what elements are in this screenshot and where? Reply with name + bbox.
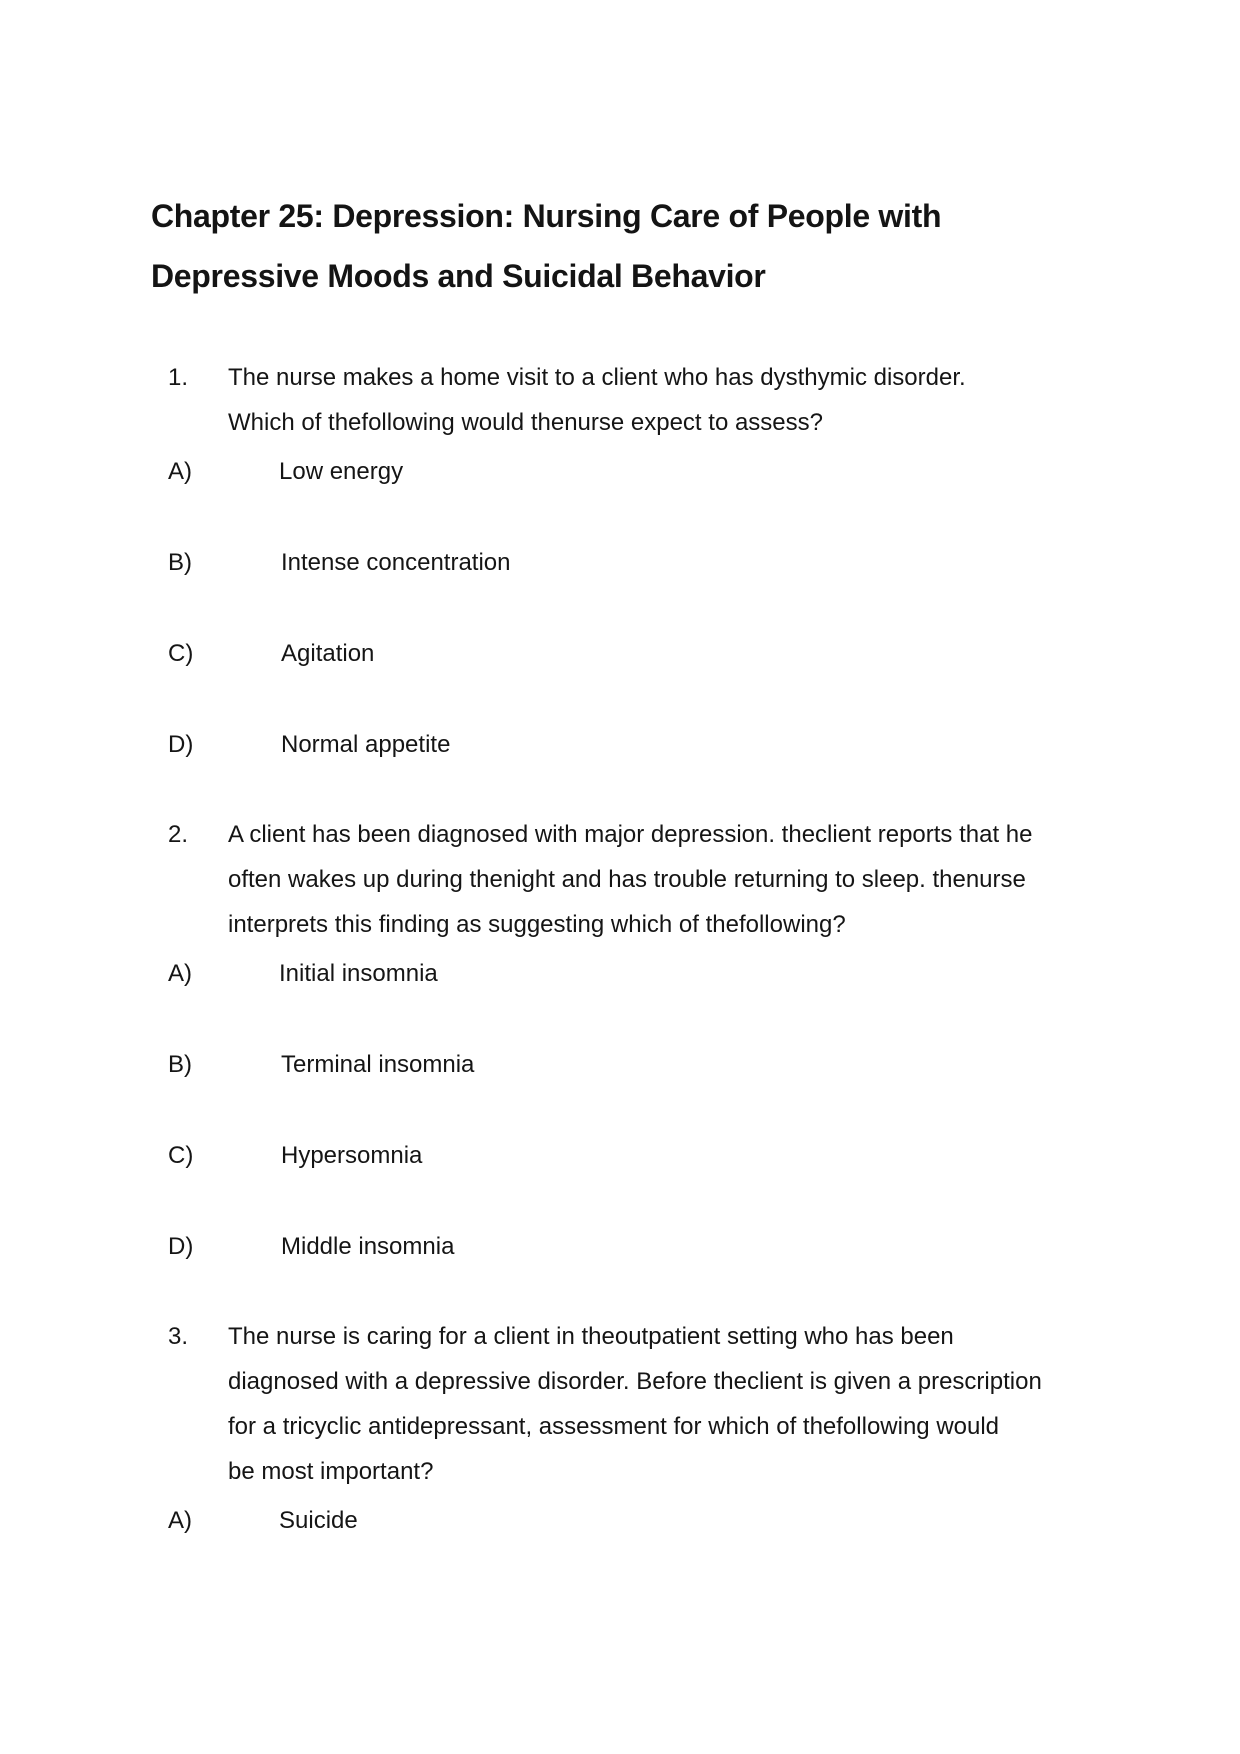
option-label: D) [168,1233,194,1260]
chapter-title [151,186,1111,306]
option-text: Middle insomnia [281,1233,455,1260]
option-text: Initial insomnia [279,960,438,987]
option-text: Terminal insomnia [281,1051,475,1078]
option-text: Normal appetite [281,731,451,758]
question-text-line: for a tricyclic antidepressant, assessment for which of thefollowing would [228,1413,1000,1440]
question-number: 2. [168,821,189,848]
question-text-line: The nurse makes a home visit to a client who has dysthymic disorder. [228,364,966,391]
question-number: 3. [168,1323,189,1350]
question-text-line: The nurse is caring for a client in theoutpatient setting who has been [228,1323,954,1350]
question-text-line: be most important? [228,1458,434,1485]
question-text-line: interprets this finding as suggesting which of thefollowing? [228,911,846,938]
option-text: Hypersomnia [281,1142,423,1169]
option-label: C) [168,1142,194,1169]
option-text: Low energy [279,458,404,485]
option-label: B) [168,549,192,576]
question-number: 1. [168,364,189,391]
option-label: A) [168,1507,192,1534]
question-text-line: A client has been diagnosed with major depression. theclient reports that he [228,821,1033,848]
question-text [228,1314,1108,1494]
question-text [228,355,1108,445]
question-text-line: often wakes up during thenight and has trouble returning to sleep. thenurse [228,866,1026,893]
option-text: Agitation [281,640,375,667]
chapter-title-line-2: Depressive Moods and Suicidal Behavior [151,258,766,294]
chapter-title-line-1: Chapter 25: Depression: Nursing Care of People with [151,198,942,234]
option-label: D) [168,731,194,758]
option-label: A) [168,458,192,485]
question-text-line: Which of thefollowing would thenurse expect to assess? [228,409,823,436]
option-text: Intense concentration [281,549,511,576]
question-text [228,812,1108,947]
option-label: B) [168,1051,192,1078]
question-text-line: diagnosed with a depressive disorder. Before theclient is given a prescription [228,1368,1042,1395]
option-text: Suicide [279,1507,358,1534]
option-label: C) [168,640,194,667]
option-label: A) [168,960,192,987]
